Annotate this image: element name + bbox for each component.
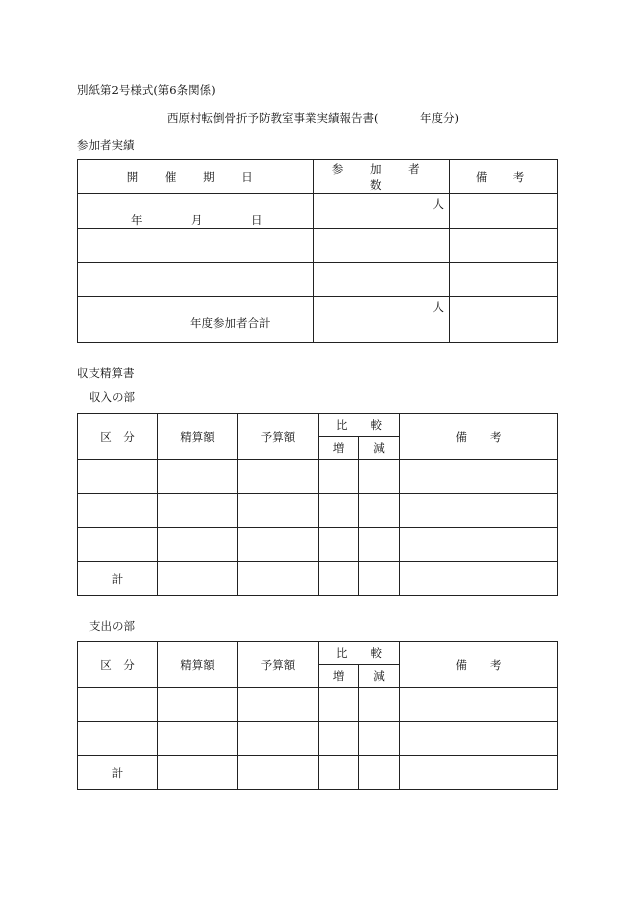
form-reference: 別紙第2号様式(第6条関係) bbox=[77, 83, 216, 97]
budget-cell[interactable] bbox=[238, 494, 319, 528]
column-header-actual: 精算額 bbox=[158, 414, 238, 460]
date-cell[interactable] bbox=[78, 229, 314, 263]
remarks-cell[interactable] bbox=[450, 229, 558, 263]
kubun-cell[interactable] bbox=[78, 722, 158, 756]
decrease-cell[interactable] bbox=[359, 722, 400, 756]
total-label: 計 bbox=[78, 562, 158, 596]
decrease-cell[interactable] bbox=[359, 494, 400, 528]
count-cell[interactable] bbox=[314, 229, 450, 263]
budget-cell[interactable] bbox=[238, 528, 319, 562]
column-header-increase: 増 bbox=[319, 437, 359, 460]
increase-cell[interactable] bbox=[319, 494, 359, 528]
count-cell[interactable] bbox=[314, 194, 450, 229]
budget-cell[interactable] bbox=[238, 562, 319, 596]
actual-cell[interactable] bbox=[158, 528, 238, 562]
date-cell[interactable] bbox=[78, 194, 314, 229]
income-total-row bbox=[78, 562, 558, 596]
budget-section-title: 収支精算書 bbox=[77, 366, 135, 380]
increase-cell[interactable] bbox=[319, 528, 359, 562]
column-header-budget: 予算額 bbox=[238, 414, 319, 460]
decrease-cell[interactable] bbox=[359, 756, 400, 790]
decrease-cell[interactable] bbox=[359, 562, 400, 596]
actual-cell[interactable] bbox=[158, 562, 238, 596]
column-header-kubun: 区 分 bbox=[78, 414, 158, 460]
expense-row bbox=[78, 688, 558, 722]
unit-label: 人 bbox=[432, 300, 444, 314]
remarks-cell[interactable] bbox=[400, 460, 558, 494]
column-header-remarks: 備 考 bbox=[400, 414, 558, 460]
column-header-compare: 比 較 bbox=[319, 414, 400, 437]
expense-section-title: 支出の部 bbox=[89, 619, 135, 633]
kubun-cell[interactable] bbox=[78, 688, 158, 722]
budget-cell[interactable] bbox=[238, 722, 319, 756]
participants-table bbox=[77, 159, 558, 343]
column-header-actual: 精算額 bbox=[158, 642, 238, 688]
remarks-cell[interactable] bbox=[400, 722, 558, 756]
kubun-cell[interactable] bbox=[78, 494, 158, 528]
actual-cell[interactable] bbox=[158, 722, 238, 756]
increase-cell[interactable] bbox=[319, 722, 359, 756]
total-remarks-cell[interactable] bbox=[450, 297, 558, 343]
increase-cell[interactable] bbox=[319, 756, 359, 790]
budget-cell[interactable] bbox=[238, 688, 319, 722]
count-cell[interactable] bbox=[314, 263, 450, 297]
day-label: 日 bbox=[251, 213, 263, 227]
participants-section-title: 参加者実績 bbox=[77, 138, 135, 152]
remarks-cell[interactable] bbox=[400, 528, 558, 562]
budget-cell[interactable] bbox=[238, 756, 319, 790]
total-count-cell[interactable] bbox=[314, 297, 450, 343]
decrease-cell[interactable] bbox=[359, 688, 400, 722]
income-row bbox=[78, 460, 558, 494]
column-header-increase: 増 bbox=[319, 665, 359, 688]
increase-cell[interactable] bbox=[319, 688, 359, 722]
column-header-remarks: 備 考 bbox=[400, 642, 558, 688]
column-header-count: 参 加 者 数 bbox=[314, 160, 450, 194]
income-section-title: 収入の部 bbox=[89, 390, 135, 404]
income-table bbox=[77, 413, 558, 596]
actual-cell[interactable] bbox=[158, 688, 238, 722]
total-label-cell bbox=[78, 297, 314, 343]
increase-cell[interactable] bbox=[319, 460, 359, 494]
income-row bbox=[78, 528, 558, 562]
participants-row bbox=[78, 263, 558, 297]
increase-cell[interactable] bbox=[319, 562, 359, 596]
document-title-year: 年度分) bbox=[420, 111, 459, 125]
kubun-cell[interactable] bbox=[78, 528, 158, 562]
column-header-decrease: 減 bbox=[359, 437, 400, 460]
unit-label: 人 bbox=[432, 197, 444, 211]
remarks-cell[interactable] bbox=[400, 562, 558, 596]
column-header-compare: 比 較 bbox=[319, 642, 400, 665]
actual-cell[interactable] bbox=[158, 494, 238, 528]
total-label: 計 bbox=[78, 756, 158, 790]
income-row bbox=[78, 494, 558, 528]
participants-header-row bbox=[78, 160, 558, 194]
column-header-remarks: 備 考 bbox=[450, 160, 558, 194]
remarks-cell[interactable] bbox=[450, 263, 558, 297]
month-label: 月 bbox=[191, 213, 203, 227]
remarks-cell[interactable] bbox=[400, 494, 558, 528]
decrease-cell[interactable] bbox=[359, 528, 400, 562]
column-header-date: 開 催 期 日 bbox=[78, 160, 314, 194]
expense-total-row bbox=[78, 756, 558, 790]
document-title: 西原村転倒骨折予防教室事業実績報告書( bbox=[167, 111, 379, 125]
income-header-row bbox=[78, 414, 558, 437]
participants-total-row bbox=[78, 297, 558, 343]
date-cell[interactable] bbox=[78, 263, 314, 297]
expense-header-row bbox=[78, 642, 558, 665]
remarks-cell[interactable] bbox=[400, 688, 558, 722]
column-header-budget: 予算額 bbox=[238, 642, 319, 688]
expense-table bbox=[77, 641, 558, 790]
total-label: 年度参加者合計 bbox=[190, 316, 271, 330]
decrease-cell[interactable] bbox=[359, 460, 400, 494]
actual-cell[interactable] bbox=[158, 756, 238, 790]
year-label: 年 bbox=[131, 213, 143, 227]
participants-row bbox=[78, 194, 558, 229]
remarks-cell[interactable] bbox=[400, 756, 558, 790]
expense-row bbox=[78, 722, 558, 756]
kubun-cell[interactable] bbox=[78, 460, 158, 494]
participants-row bbox=[78, 229, 558, 263]
remarks-cell[interactable] bbox=[450, 194, 558, 229]
column-header-decrease: 減 bbox=[359, 665, 400, 688]
budget-cell[interactable] bbox=[238, 460, 319, 494]
column-header-kubun: 区 分 bbox=[78, 642, 158, 688]
actual-cell[interactable] bbox=[158, 460, 238, 494]
